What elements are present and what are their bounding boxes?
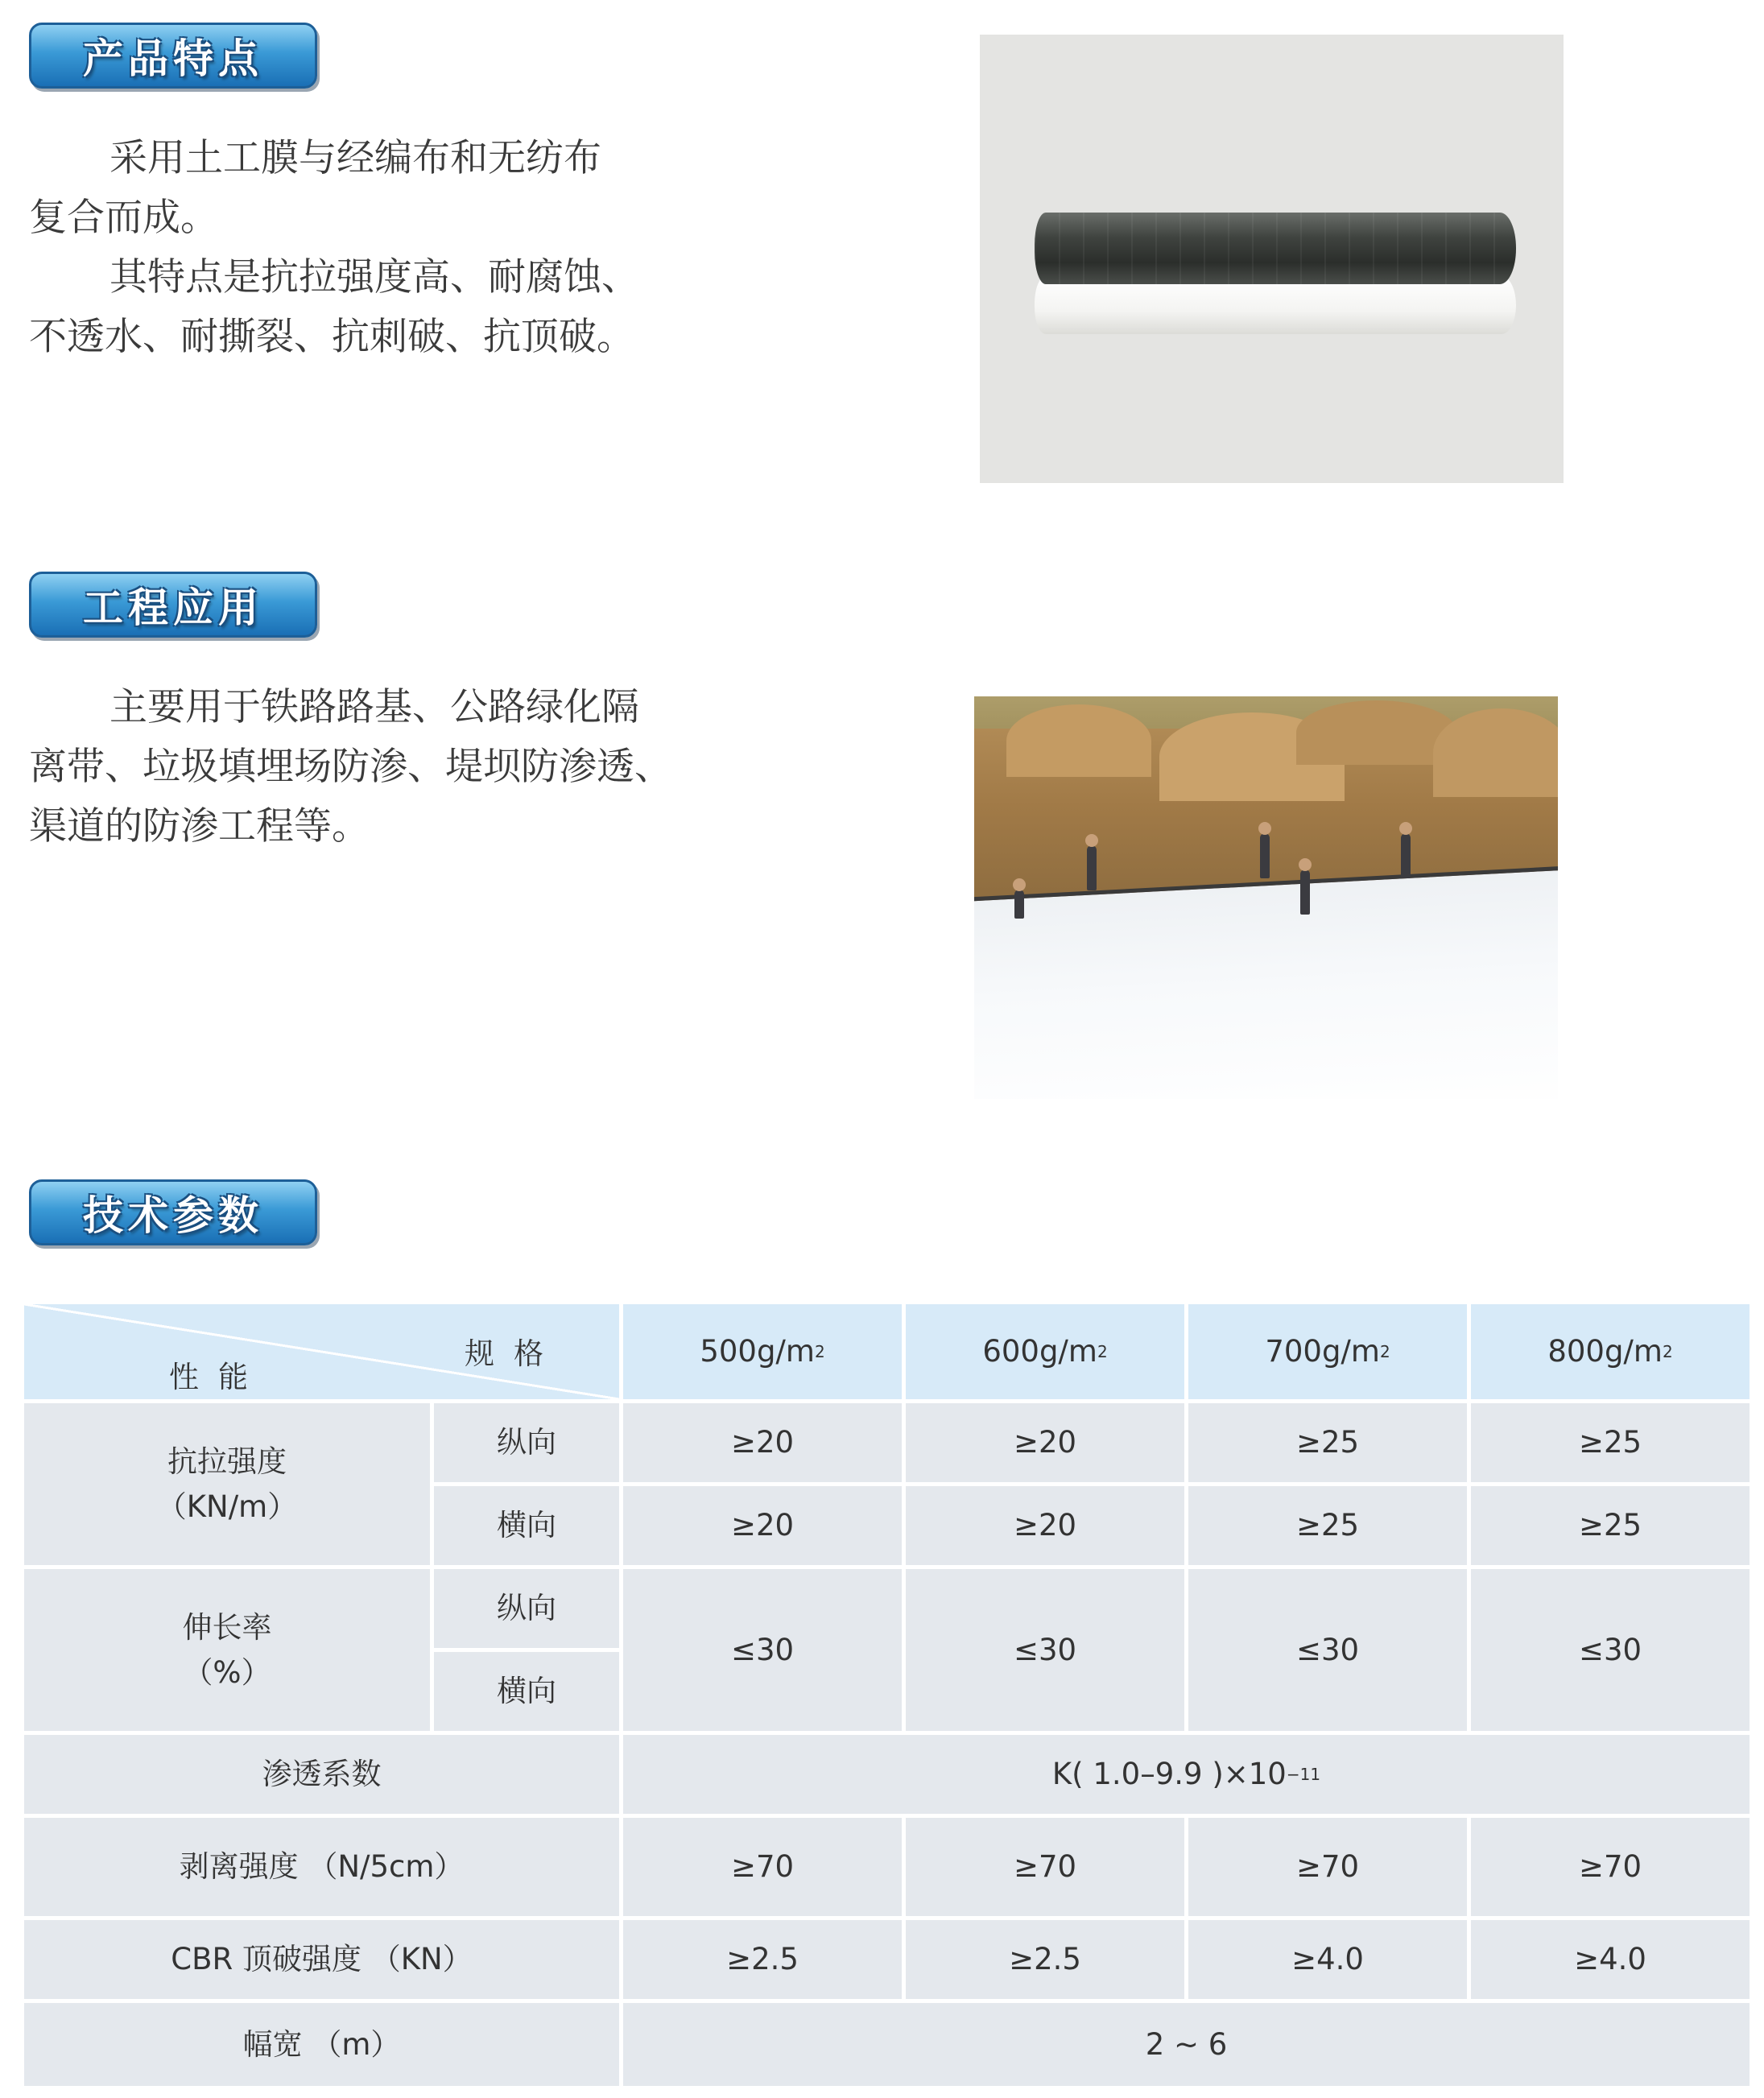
table-cell: ≥4.0 <box>1188 1920 1467 1999</box>
table-cell: ≥25 <box>1188 1486 1467 1565</box>
peel-label: 剥离强度 （N/5cm） <box>24 1818 619 1916</box>
black-membrane-roll <box>1035 213 1516 284</box>
corner-property-label: 性能 <box>169 1359 267 1394</box>
direction-label: 横向 <box>434 1652 619 1731</box>
features-title: 产品特点 <box>83 35 263 82</box>
features-line-1: 采用土工膜与经编布和无纺布 <box>109 136 601 180</box>
features-tab <box>29 23 317 89</box>
table-cell: ≤30 <box>1471 1569 1750 1731</box>
application-title: 工程应用 <box>83 584 263 631</box>
table-cell: ≥70 <box>1188 1818 1467 1916</box>
table-cell: ≥70 <box>623 1818 902 1916</box>
product-roll-image <box>980 35 1564 483</box>
cbr-label: CBR 顶破强度 （KN） <box>24 1920 619 1999</box>
table-cell: ≥70 <box>906 1818 1184 1916</box>
table-cell: ≥20 <box>906 1403 1184 1482</box>
spec-header: 800 g/m 2 <box>1471 1304 1750 1399</box>
corner-header <box>24 1304 619 1399</box>
table-cell: ≥70 <box>1471 1818 1750 1916</box>
features-line-3: 其特点是抗拉强度高、耐腐蚀、 <box>109 255 639 299</box>
tensile-label: 抗拉强度 （KN/m） <box>24 1403 430 1565</box>
table-cell: ≥25 <box>1471 1403 1750 1482</box>
application-line-3: 渠道的防渗工程等。 <box>29 804 370 849</box>
features-text <box>29 129 737 367</box>
direction-label: 纵向 <box>434 1569 619 1648</box>
application-line-2: 离带、垃圾填埋场防渗、堤坝防渗透、 <box>29 745 672 789</box>
soil-mound <box>1433 708 1558 797</box>
application-line-1: 主要用于铁路路基、公路绿化隔 <box>109 685 639 729</box>
elongation-label: 伸长率 （%） <box>24 1569 430 1731</box>
application-text <box>29 678 737 857</box>
direction-label: 横向 <box>434 1486 619 1565</box>
width-value: 2 ~ 6 <box>623 2003 1750 2086</box>
table-cell: ≥20 <box>623 1486 902 1565</box>
table-cell: ≥25 <box>1471 1486 1750 1565</box>
worker-figure <box>1300 869 1310 915</box>
spec-table <box>24 1304 1737 2069</box>
table-cell: ≥2.5 <box>906 1920 1184 1999</box>
width-label: 幅宽 （m） <box>24 2003 619 2086</box>
spec-header: 600 g/m 2 <box>906 1304 1184 1399</box>
table-cell: ≤30 <box>906 1569 1184 1731</box>
spec-header: 700 g/m 2 <box>1188 1304 1467 1399</box>
geomembrane-sheet <box>974 865 1558 1099</box>
params-tab <box>29 1179 317 1245</box>
spec-header: 500 g/m 2 <box>623 1304 902 1399</box>
table-cell: ≥20 <box>906 1486 1184 1565</box>
table-cell: ≤30 <box>1188 1569 1467 1731</box>
table-cell: ≥4.0 <box>1471 1920 1750 1999</box>
table-cell: ≤30 <box>623 1569 902 1731</box>
worker-figure <box>1087 845 1097 890</box>
table-cell: ≥25 <box>1188 1403 1467 1482</box>
worker-figure <box>1401 833 1411 878</box>
features-line-2: 复合而成。 <box>29 196 218 240</box>
soil-mound <box>1006 704 1151 777</box>
permeability-value: K( 1.0–9.9 )×10 −11 <box>623 1735 1750 1814</box>
corner-spec-label: 规格 <box>465 1336 563 1371</box>
application-tab <box>29 572 317 638</box>
permeability-label: 渗透系数 <box>24 1735 619 1814</box>
white-fabric-roll <box>1035 276 1516 334</box>
worker-figure <box>1260 833 1270 878</box>
features-line-4: 不透水、耐撕裂、抗刺破、抗顶破。 <box>29 315 634 359</box>
params-title: 技术参数 <box>83 1191 263 1239</box>
worker-figure <box>1014 890 1024 919</box>
construction-site-image <box>974 696 1558 1099</box>
table-cell: ≥20 <box>623 1403 902 1482</box>
table-cell: ≥2.5 <box>623 1920 902 1999</box>
direction-label: 纵向 <box>434 1403 619 1482</box>
